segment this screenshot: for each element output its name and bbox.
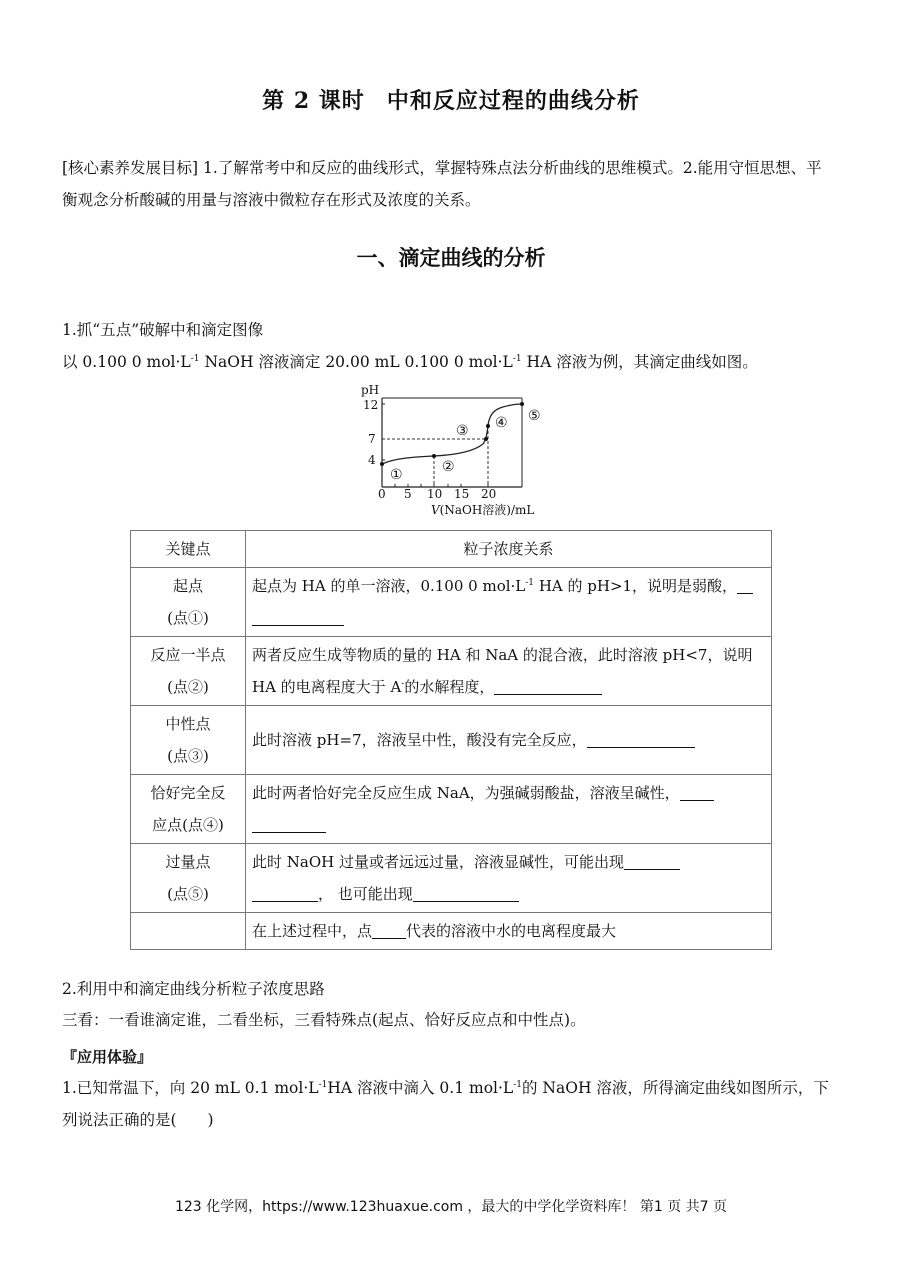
table-row: [131, 775, 772, 844]
x-tick-5: 5: [404, 487, 412, 501]
heading-analysis-approach: 2.利用中和滴定曲线分析粒子浓度思路: [62, 980, 325, 998]
x-tick-15: 15: [454, 487, 470, 501]
goals-text: 1.了解常考中和反应的曲线形式，掌握特殊点法分析曲线的思维模式。2.能用守恒思想、平衡观念分析酸碱的用量与溶液中微粒存在形式及浓度的关系。: [62, 159, 822, 209]
heading-five-points: 1.抓“五点”破解中和滴定图像: [62, 321, 264, 339]
relation-text: 此时两者恰好完全反应生成 NaA，为强碱弱酸盐，溶液呈碱性，: [252, 784, 680, 802]
summary-cell: [246, 913, 772, 950]
key-cell: [131, 637, 246, 706]
key-point-ref: (点③): [167, 747, 209, 765]
core-goals: [62, 152, 837, 216]
point-label-3: ③: [456, 423, 469, 439]
intro-paragraph: [62, 346, 837, 378]
relation-text: 此时 NaOH 过量或者远远过量，溶液显碱性，可能出现: [252, 853, 624, 871]
relation-text: 两者反应生成等物质的量的 HA 和 NaA 的混合液，此时溶液 pH<7，说明 HA 的电离程度大于 A: [252, 646, 753, 696]
question-1: [62, 1072, 837, 1136]
key-name: 反应一半点: [150, 646, 226, 664]
key-name: 过量点: [165, 853, 211, 871]
lesson-title: [0, 84, 902, 115]
relation-sup: -1: [525, 578, 535, 588]
relation-cell: [246, 844, 772, 913]
key-cell: [131, 775, 246, 844]
summary-text-a: 在上述过程中，点: [252, 922, 373, 940]
key-cell: [131, 568, 246, 637]
y-tick-12: 12: [363, 398, 379, 412]
y-tick-4: 4: [368, 453, 376, 467]
key-points-table: [130, 530, 772, 950]
question-text-b: HA 溶液中滴入 0.1 mol·L: [327, 1079, 514, 1097]
answer-blank[interactable]: [252, 883, 318, 902]
x-axis-label: V(NaOH溶液)/mL: [431, 503, 535, 517]
key-point-ref: 应点(点④): [152, 816, 224, 834]
intro-text-b: NaOH 溶液滴定 20.00 mL 0.100 0 mol·L: [199, 353, 513, 371]
page-footer: 123 化学网，https://www.123huaxue.com ，最大的中学化学资料库！ 第1 页 共7 页: [174, 1199, 728, 1215]
answer-blank[interactable]: [737, 575, 753, 594]
lesson-number: 第 2 课时: [262, 88, 365, 114]
key-name: 恰好完全反: [150, 784, 226, 802]
question-sup-1: -1: [318, 1080, 328, 1090]
x-tick-20: 20: [481, 487, 497, 501]
titration-curve-figure: [355, 380, 555, 520]
relation-sup: -: [401, 679, 405, 689]
y-tick-7: 7: [368, 432, 376, 446]
goals-tag: [核心素养发展目标]: [62, 159, 199, 177]
relation-cell: [246, 775, 772, 844]
empty-key-cell: [131, 913, 246, 950]
key-name: 起点: [172, 577, 203, 595]
relation-text-2: 的水解程度，: [404, 678, 495, 696]
key-cell: [131, 844, 246, 913]
table-row: [131, 706, 772, 775]
question-text-c: 的 NaOH 溶液，所得滴定曲线如图所示，下列说法正确的是( ): [62, 1079, 829, 1129]
header-key-point: 关键点: [131, 531, 246, 568]
table-row: [131, 568, 772, 637]
table-header-row: [131, 531, 772, 568]
relation-text: 此时溶液 pH=7，溶液呈中性，酸没有完全反应，: [252, 731, 587, 749]
relation-text: 起点为 HA 的单一溶液，0.100 0 mol·L: [252, 577, 526, 595]
relation-cell: [246, 637, 772, 706]
lesson-topic: 中和反应过程的曲线分析: [386, 88, 640, 114]
table-row: [131, 637, 772, 706]
answer-blank[interactable]: [252, 607, 344, 626]
x-tick-10: 10: [427, 487, 443, 501]
key-point-ref: (点⑤): [167, 885, 209, 903]
answer-blank[interactable]: [624, 851, 680, 870]
relation-text-2: HA 的 pH>1，说明是弱酸，: [534, 577, 738, 595]
point-label-5: ⑤: [528, 408, 541, 424]
apply-experience-tag: 『应用体验』: [62, 1048, 153, 1066]
summary-text-b: 代表的溶液中水的电离程度最大: [406, 922, 617, 940]
key-name: 中性点: [165, 715, 211, 733]
table-row: [131, 844, 772, 913]
intro-sup-2: -1: [512, 354, 522, 364]
answer-blank[interactable]: [494, 676, 602, 695]
point-label-4: ④: [495, 415, 508, 431]
key-cell: [131, 706, 246, 775]
answer-blank[interactable]: [252, 814, 326, 833]
relation-text-2: ， 也可能出现: [318, 885, 413, 903]
intro-sup-1: -1: [190, 354, 200, 364]
answer-blank[interactable]: [372, 920, 406, 939]
question-text-a: 1.已知常温下，向 20 mL 0.1 mol·L: [62, 1079, 319, 1097]
answer-blank[interactable]: [413, 883, 519, 902]
table-row: [131, 913, 772, 950]
titration-curve: [382, 404, 522, 464]
header-relation: 粒子浓度关系: [246, 531, 772, 568]
titration-curve-svg: [355, 380, 555, 520]
section-title: 一、滴定曲线的分析: [356, 245, 546, 270]
relation-cell: [246, 568, 772, 637]
y-axis-label: pH: [361, 383, 380, 397]
relation-cell: [246, 706, 772, 775]
answer-blank[interactable]: [587, 729, 695, 748]
point-label-2: ②: [442, 459, 455, 475]
intro-text-a: 以 0.100 0 mol·L: [62, 353, 191, 371]
three-look-text: 三看：一看谁滴定谁，二看坐标，三看特殊点(起点、恰好反应点和中性点)。: [62, 1011, 586, 1029]
key-point-ref: (点①): [167, 609, 209, 627]
answer-blank[interactable]: [680, 782, 714, 801]
point-label-1: ①: [390, 467, 403, 483]
question-sup-2: -1: [513, 1080, 522, 1090]
x-tick-0: 0: [378, 487, 386, 501]
key-point-ref: (点②): [167, 678, 209, 696]
intro-text-c: HA 溶液为例，其滴定曲线如图。: [521, 353, 758, 371]
